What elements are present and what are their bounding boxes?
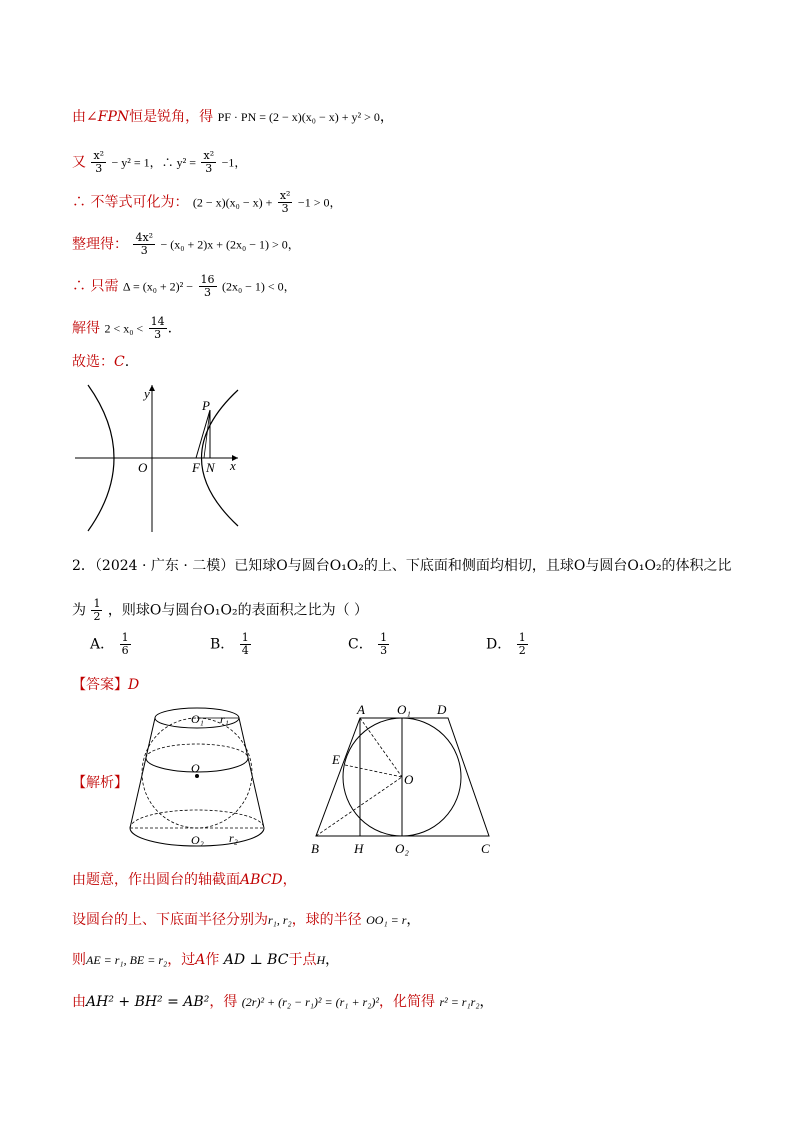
choice-a[interactable] [90, 632, 132, 657]
answer-line [72, 675, 139, 695]
perpendicular: AD ⊥ BC [223, 952, 289, 968]
bottom-base-back [130, 810, 264, 828]
text: ，则球O与圆台O₁O₂的表面积之比为（ ） [107, 602, 369, 619]
choice-letter: A． [90, 636, 115, 653]
label-a: A [357, 702, 365, 717]
text: ∴ 不等式可化为： [72, 194, 189, 211]
segment-aux [204, 410, 210, 458]
choice-fraction: $\frac{1}{3}$ [380, 631, 388, 657]
label-o: O [191, 761, 200, 775]
text: 故选： [72, 354, 114, 370]
abcd: ABCD [240, 872, 283, 888]
choice-fraction: $\frac{1}{6}$ [121, 631, 129, 657]
label-o1: O₁ [191, 712, 204, 726]
text: 于点 [288, 952, 317, 968]
label-e: E [332, 752, 340, 767]
choice-fraction: $\frac{1}{2}$ [518, 631, 526, 657]
choice-d[interactable] [486, 632, 529, 657]
expr: −1 > 0， [297, 195, 342, 210]
punct: . [124, 354, 130, 370]
punct: ， [406, 912, 421, 928]
text: 则 [72, 952, 86, 968]
sphere-radius: OO₁ = r [366, 913, 407, 927]
label-y: y [144, 386, 150, 401]
label-o2: O₂ [395, 841, 409, 856]
solution2-line-1 [72, 870, 297, 890]
analysis-label [72, 773, 128, 793]
punct: ， [282, 872, 297, 888]
segment-eo [345, 765, 402, 777]
text: 解得 [72, 320, 100, 337]
label-o: O [404, 772, 414, 787]
choice-letter: D． [486, 636, 512, 653]
solution-line-3 [72, 190, 341, 215]
text: ，化简得 [378, 994, 435, 1010]
label-n: N [206, 460, 215, 475]
result: r² = r₁r₂ [439, 995, 480, 1009]
choice-c[interactable] [348, 632, 390, 657]
solution2-line-2 [72, 910, 420, 930]
discriminant-expr: Δ = (x₀ + 2)² − [122, 279, 194, 294]
label-p: P [202, 398, 210, 413]
solution2-line-3 [72, 950, 339, 970]
label-f: F [192, 460, 200, 475]
text: ∴ 只需 [72, 278, 119, 295]
text: 设圆台的上、下底面半径分别为 [72, 912, 268, 928]
text: ，得 [209, 994, 238, 1010]
solution2-line-4 [72, 992, 494, 1012]
label-o2: O₂ [191, 833, 204, 847]
frustum-figure [125, 700, 275, 860]
inequality-expr: (2 − x)(x₀ − x) + [192, 195, 273, 210]
fraction-14-over-3: $\frac{14}{3}$ [150, 315, 165, 341]
dot-product-expr: PF · PN = (2 − x)(x₀ − x) + y² > 0 [217, 110, 380, 124]
choice-b[interactable] [210, 632, 252, 657]
axial-section-figure [305, 700, 500, 860]
question-2-line-1: 2．（2024 · 广东 · 二模）已知球O与圆台O₁O₂的上、下底面和侧面均相切，且球O与圆台O₁O₂的体积之比 [72, 558, 732, 574]
answer-letter: C [114, 354, 125, 370]
question-2-line-2 [72, 598, 368, 623]
punct: . [167, 320, 173, 337]
solution-line-6 [72, 316, 172, 341]
fraction-16-over-3: $\frac{16}{3}$ [200, 273, 215, 299]
left-side [130, 718, 155, 828]
segment-pf [196, 410, 210, 458]
tangent-circle-back [146, 744, 248, 758]
punct: ， [479, 994, 494, 1010]
equation: (2r)² + (r₂ − r₁)² = (r₁ + r₂)² [241, 995, 379, 1009]
label-d: D [437, 702, 447, 717]
range-expr: 2 < x₀ < [104, 321, 144, 336]
label-o1: O₁ [397, 702, 411, 717]
pythagoras: AH² + BH² = AB² [86, 994, 210, 1010]
fraction-x2-over-3: $\frac{\text{x²}}{3}$ [93, 149, 105, 175]
radii: r₁, r₂ [268, 913, 292, 927]
solution-line-7 [72, 352, 129, 372]
label-x: x [230, 458, 236, 473]
label-r2: r₂ [229, 831, 238, 845]
fraction-4x2-over-3: $\frac{\text{4x²}}{3}$ [135, 231, 154, 257]
text: 作 [205, 952, 220, 968]
expr: (2x₀ − 1) < 0， [221, 279, 296, 294]
y-axis-arrow [149, 385, 155, 391]
choice-letter: B． [210, 636, 235, 653]
text: 由 [72, 994, 86, 1010]
solution-line-4 [72, 232, 300, 257]
solution-line-2 [72, 150, 246, 175]
point-h: H [316, 953, 326, 967]
text: 又 [72, 154, 86, 171]
segment-ao [360, 718, 402, 777]
solution-line-5 [72, 274, 296, 299]
fraction-x2-over-3: $\frac{\text{x²}}{3}$ [203, 149, 215, 175]
point-a: A [195, 952, 206, 968]
answer-label: 【答案】 [72, 677, 128, 693]
analysis-label-text: 【解析】 [72, 775, 128, 791]
text: 由题意，作出圆台的轴截面 [72, 872, 240, 888]
solution-line-1 [72, 107, 394, 127]
text: ，球的半径 [291, 912, 362, 928]
label-o: O [138, 460, 148, 475]
choice-fraction: $\frac{1}{4}$ [241, 631, 249, 657]
label-b: B [311, 841, 319, 856]
ae-be: AE = r₁, BE = r₂ [86, 953, 168, 967]
segment-bo [316, 777, 402, 836]
expr: − (x₀ + 2)x + (2x₀ − 1) > 0， [160, 237, 300, 252]
text: 整理得： [72, 236, 128, 253]
choice-letter: C． [348, 636, 373, 653]
text: ，过 [167, 952, 196, 968]
hyperbola-expr: − y² = 1，∴ y² = [111, 155, 197, 170]
text: 为 [72, 602, 86, 619]
fraction-x2-over-3: $\frac{\text{x²}}{3}$ [279, 189, 291, 215]
fraction-1-over-2: $\frac{1}{2}$ [93, 597, 101, 623]
label-h: H [354, 841, 364, 856]
text: 恒是锐角，得 [129, 109, 214, 125]
punct: ， [379, 109, 394, 125]
label-r1: r₁ [220, 712, 229, 726]
label-c: C [481, 841, 490, 856]
right-side [239, 718, 264, 828]
angle-fpn: FPN [97, 109, 130, 125]
punct: ， [325, 952, 340, 968]
expr: −1， [221, 155, 247, 170]
answer-value: D [128, 677, 140, 693]
hyperbola-figure [70, 380, 260, 540]
text: 由∠ [72, 109, 98, 125]
